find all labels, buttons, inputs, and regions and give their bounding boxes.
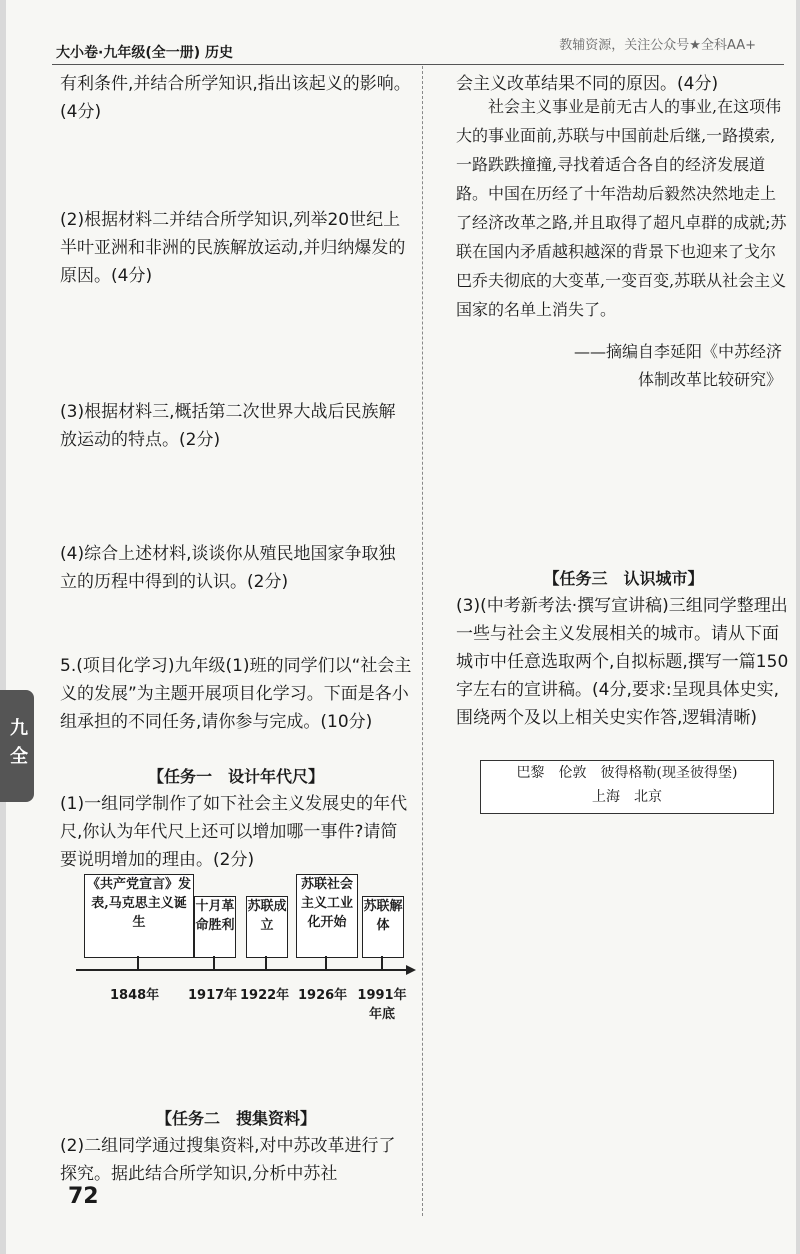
page-number: 72 bbox=[68, 1184, 99, 1209]
question-1-continued: 有利条件,并结合所学知识,指出该起义的影响。(4分) bbox=[60, 74, 411, 122]
task-1-title: 【任务一 设计年代尺】 bbox=[147, 767, 324, 786]
question-4: (4)综合上述材料,谈谈你从殖民地国家争取独立的历程中得到的认识。(2分) bbox=[60, 544, 396, 592]
grade-side-tab: 九全 bbox=[0, 690, 34, 802]
quote-source-2: 体制改革比较研究》 bbox=[637, 370, 782, 389]
timeline-year: 1848年 bbox=[110, 988, 160, 1003]
quote-source-1: ——摘编自李延阳《中苏经济 bbox=[573, 342, 782, 361]
timeline-event-box: 十月革命胜利 bbox=[194, 896, 236, 958]
page bbox=[6, 0, 796, 1254]
header-watermark: 教辅资源，关注公众号★全科AA+ bbox=[559, 38, 756, 53]
timeline-event-box: 苏联解体 bbox=[362, 896, 404, 958]
quote-material: 社会主义事业是前无古人的事业,在这项伟大的事业面前,苏联与中国前赴后继,一路摸索,一路跌跌撞撞,寻找着适合各自的经济发展道路。中国在历经了十年浩劫后毅然决然地走上了经济改革之路,并且取得了超凡卓群的成就;苏联在国内矛盾越积越深的背景下也迎来了戈尔巴乔夫彻底的大变革,一变百变,苏联从社会主义国家的名单上消失了。 bbox=[456, 97, 787, 319]
timeline-axis bbox=[76, 950, 416, 986]
timeline-event-box: 《共产党宣言》发表,马克思主义诞生 bbox=[84, 874, 194, 958]
question-2: (2)根据材料二并结合所学知识,列举20世纪上半叶亚洲和非洲的民族解放运动,并归纳爆发的原因。(4分) bbox=[60, 210, 406, 286]
city-list-line-2: 上海 北京 bbox=[592, 789, 662, 805]
timeline-year: 1922年 bbox=[240, 988, 290, 1003]
question-5-intro: 5.(项目化学习)九年级(1)班的同学们以“社会主义的发展”为主题开展项目化学习。下面是各小组承担的不同任务,请你参与完成。(10分) bbox=[60, 656, 412, 732]
timeline-year: 1917年 bbox=[188, 988, 238, 1003]
timeline-year: 1926年 bbox=[298, 988, 348, 1003]
question-3: (3)根据材料三,概括第二次世界大战后民族解放运动的特点。(2分) bbox=[60, 402, 396, 450]
city-list-line-1: 巴黎 伦敦 彼得格勒(现圣彼得堡) bbox=[516, 765, 738, 781]
column-divider bbox=[422, 66, 423, 1216]
task-1-question: (1)一组同学制作了如下社会主义发展史的年代尺,你认为年代尺上还可以增加哪一事件?请简要说明增加的理由。(2分) bbox=[60, 794, 408, 870]
task-2-title: 【任务二 搜集资料】 bbox=[155, 1109, 316, 1128]
timeline-event-box: 苏联社会主义工业化开始 bbox=[296, 874, 358, 958]
task-3-title: 【任务三 认识城市】 bbox=[543, 569, 704, 588]
task-3-question: (3)(中考新考法·撰写宣讲稿)三组同学整理出一些与社会主义发展相关的城市。请从下面城市中任意选取两个,自拟标题,撰写一篇150字左右的宣讲稿。(4分,要求:呈现具体史实,围绕两个及以上相关史实作答,逻辑清晰) bbox=[456, 596, 789, 728]
book-title: 大小卷·九年级(全一册) 历史 bbox=[56, 45, 233, 61]
timeline-year: 1991年年底 bbox=[357, 988, 407, 1022]
task-2-question: (2)二组同学通过搜集资料,对中苏改革进行了探究。据此结合所学知识,分析中苏社 bbox=[60, 1136, 396, 1184]
header-rule bbox=[52, 64, 784, 65]
city-list-box bbox=[480, 760, 774, 814]
timeline-event-box: 苏联成立 bbox=[246, 896, 288, 958]
question-2-continued: 会主义改革结果不同的原因。(4分) bbox=[456, 74, 719, 94]
